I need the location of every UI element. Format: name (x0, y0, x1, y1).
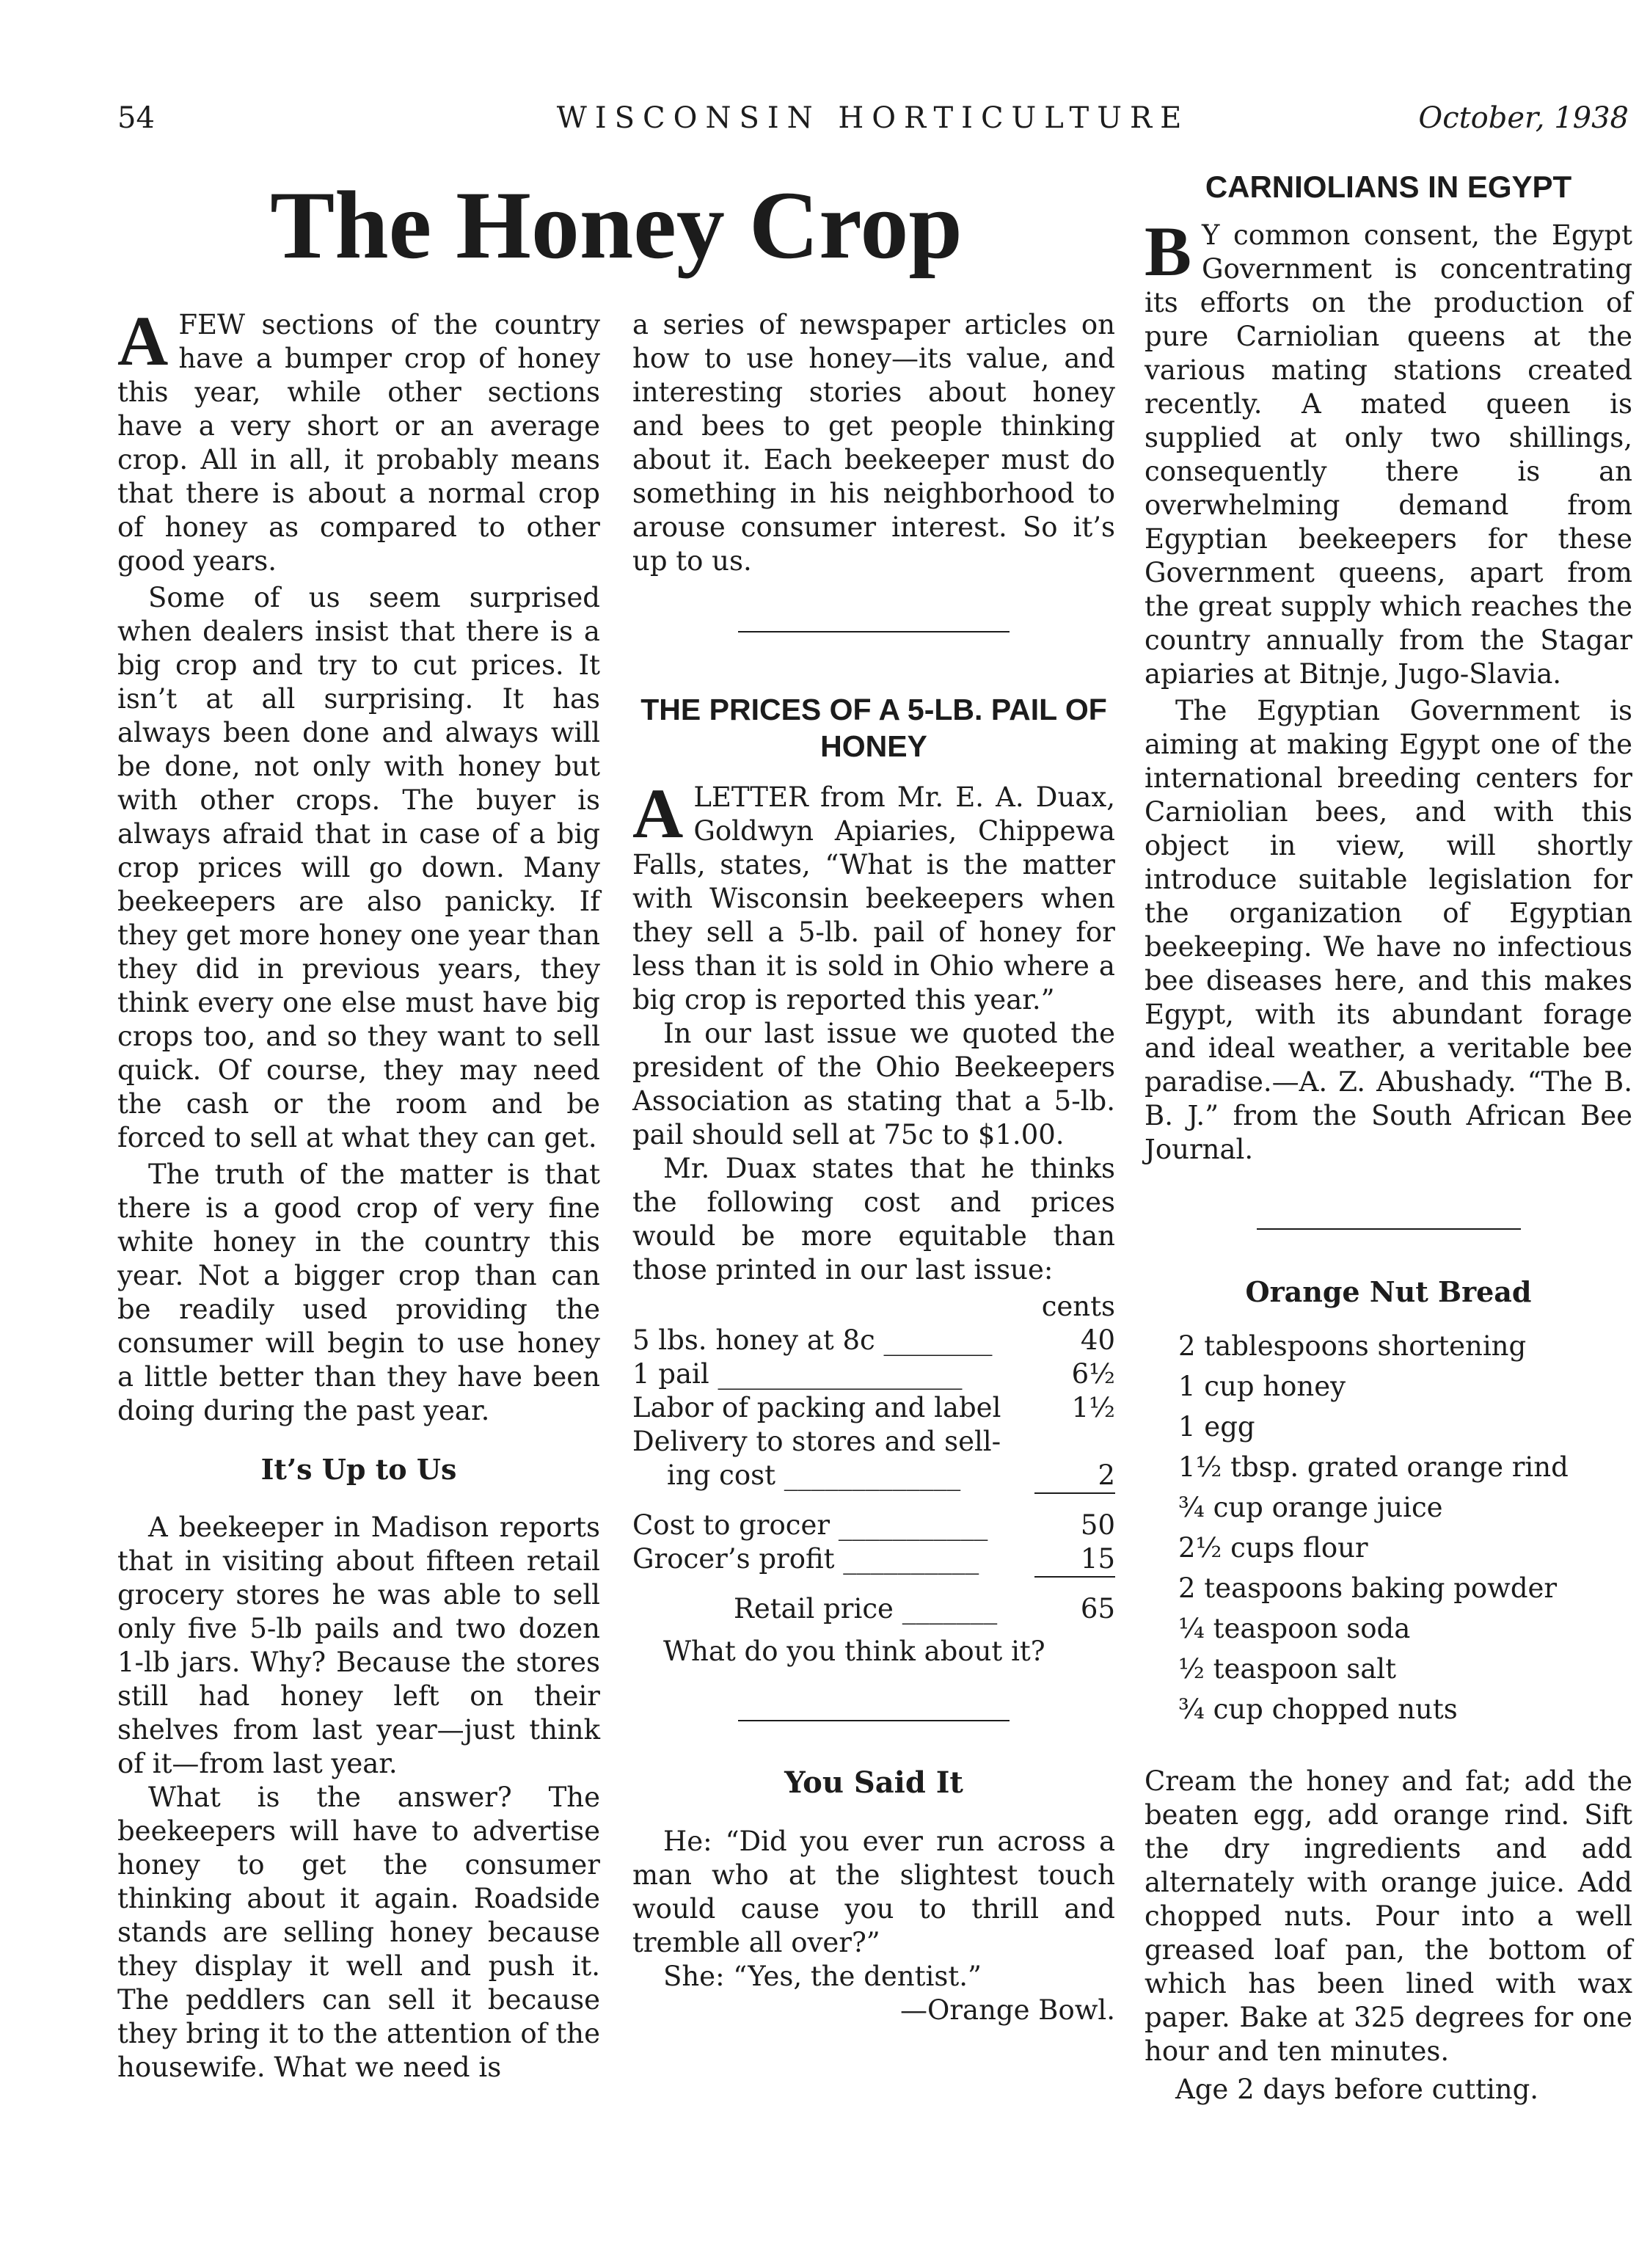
table-row (632, 1459, 1115, 1493)
row-label: ing cost (632, 1459, 776, 1491)
column-1 (117, 302, 600, 2085)
table-row (632, 1324, 1115, 1357)
ingredient-item: 2 teaspoons baking powder (1178, 1572, 1558, 1604)
row-label: Grocer’s profit (632, 1543, 835, 1575)
subheading: It’s Up to Us (260, 1453, 457, 1486)
row-amount: 6½ (1071, 1358, 1115, 1390)
retail-label: Retail price (734, 1593, 894, 1625)
dot-leader: _____________ (784, 1459, 961, 1491)
section-heading: You Said It (784, 1765, 963, 1800)
row-amount: 15 (1080, 1543, 1115, 1575)
row-label: Cost to grocer (632, 1509, 831, 1541)
row-label: Labor of packing and label (632, 1392, 1001, 1423)
running-header (117, 101, 1629, 145)
ingredient-item: 2½ cups flour (1178, 1532, 1368, 1564)
column-3 (1145, 169, 1632, 2107)
row-label: 1 pail (632, 1358, 709, 1390)
ingredient-item: 1½ tbsp. grated orange rind (1178, 1451, 1569, 1483)
ingredient-item: 1 egg (1178, 1411, 1255, 1443)
row-amount: 40 (1080, 1324, 1115, 1356)
dot-leader: __________ (843, 1543, 979, 1575)
divider (738, 1720, 1010, 1721)
drop-cap: B (1145, 212, 1192, 291)
ingredient-item: 1 cup honey (1178, 1371, 1346, 1402)
table-row (632, 1391, 1115, 1425)
row-amount (1034, 1425, 1115, 1459)
drop-cap: A (117, 302, 169, 380)
dot-leader: ________ (883, 1324, 993, 1356)
drop-cap: A (632, 774, 684, 853)
unit-label: cents (1041, 1291, 1115, 1322)
row-label: Delivery to stores and sell- (632, 1426, 1001, 1457)
joke-source: —Orange Bowl. (900, 1994, 1115, 2026)
column-2 (632, 308, 1115, 2027)
row-label: 5 lbs. honey at 8c (632, 1324, 875, 1356)
table-row (632, 1357, 1115, 1391)
joke-question: He: “Did you ever run across a man who at the slightest touch would cause you to thrill and tremble all over?” (632, 1826, 1115, 1958)
table-row: Retail price _______ 65 (734, 1593, 1115, 1625)
price-table (632, 1290, 1115, 1626)
article-paragraph: a series of newspaper articles on how to use honey—its value, and interesting stories about honey and bees to get people thinking about it. Each beekeeper must do something in his neighborhood to arouse consumer interest. So it’s up to us. (632, 309, 1115, 577)
ingredient-item: ¼ teaspoon soda (1178, 1613, 1411, 1644)
dot-leader: __________________ (718, 1358, 963, 1390)
publication-title: WISCONSIN HORTICULTURE (556, 101, 1190, 135)
joke-answer: She: “Yes, the dentist.” (663, 1961, 982, 1992)
recipe-note: Age 2 days before cutting. (1175, 2074, 1539, 2105)
article-paragraph: Some of us seem surprised when dealers insist that there is a big crop and try to cut prices. It isn’t at all surprising. It has always been done and always will be done, not only with honey but with other crops. The buyer is always afraid that in case of a big crop prices will go down. Many beekeepers are also panicky. If they get more honey one year than they did in previous years, they think every one else must have big crops too, and so they want to sell quick. Of course, they may need the cash or the room and be forced to sell at what they can get. (117, 582, 600, 1153)
row-amount: 50 (1080, 1509, 1115, 1541)
ingredient-item: ¾ cup chopped nuts (1178, 1693, 1458, 1725)
ingredient-item: ¾ cup orange juice (1178, 1492, 1443, 1523)
article-paragraph: The truth of the matter is that there is a good crop of very fine white honey in the country this year. Not a bigger crop than can be readily used providing the consumer will begin to use honey a little better than they have been doing during the past year. (117, 1159, 600, 1426)
section-heading: THE PRICES OF A 5-LB. PAIL OF HONEY (640, 693, 1107, 763)
article-paragraph: In our last issue we quoted the president of the Ohio Beekeepers Association as stating that a 5-lb. pail should sell at 75c to $1.00. (632, 1018, 1115, 1151)
ingredient-item: 2 tablespoons shortening (1178, 1330, 1527, 1362)
row-amount: 2 (1098, 1459, 1115, 1491)
dot-leader: ___________ (838, 1509, 988, 1541)
page-number: 54 (117, 101, 155, 135)
article-title: The Honey Crop (270, 171, 963, 279)
closing-question: What do you think about it? (663, 1636, 1045, 1667)
section-heading: CARNIOLIANS IN EGYPT (1205, 169, 1572, 204)
recipe-method: Cream the honey and fat; add the beaten egg, add orange rind. Sift the dry ingredients and add alternately with orange juice. Add chopped nuts. Pour into a well greased loaf pan, the bottom of which has been lined with wax paper. Bake at 325 degrees for one hour and ten minutes. (1145, 1765, 1632, 2067)
article-paragraph: The Egyptian Government is aiming at making Egypt one of the international breeding centers for Carniolian bees, and with this object in view, will shortly introduce suitable legislation for the organization of Egyptian beekeeping. We have no infectious bee diseases here, and this makes Egypt, with its abundant forage and ideal weather, a veritable bee paradise.—A. Z. Abushady. “The B. B. J.” from the South African Bee Journal. (1145, 695, 1632, 1165)
recipe-title: Orange Nut Bread (1245, 1275, 1532, 1308)
table-row (632, 1509, 1115, 1542)
retail-amount: 65 (1080, 1593, 1115, 1625)
divider (1257, 1228, 1521, 1230)
row-amount: 1½ (1071, 1392, 1115, 1423)
article-paragraph: A beekeeper in Madison reports that in visiting about fifteen retail grocery stores he was able to sell only five 5-lb pails and two dozen 1-lb jars. Why? Because the stores still had honey left on their shelves from last year—just think of it—from last year. (117, 1512, 600, 1779)
article-paragraph: Mr. Duax states that he thinks the following cost and prices would be more equitable than those printed in our last issue: (632, 1153, 1115, 1286)
article-paragraph: ALETTER from Mr. E. A. Duax, Goldwyn Apiaries, Chippewa Falls, states, “What is the matter with Wisconsin beekeepers when they sell a 5-lb. pail of honey for less than it is sold in Ohio where a big crop is reported this year.” (632, 774, 1115, 1016)
divider (738, 631, 1010, 632)
article-paragraph: What is the answer? The beekeepers will have to advertise honey to get the consumer thinking about it again. Roadside stands are selling honey because they display it well and push it. The peddlers can sell it because they bring it to the attention of the housewife. What we need is (117, 1782, 600, 2083)
table-row (632, 1542, 1115, 1577)
issue-date: October, 1938 (1418, 101, 1629, 135)
table-row (632, 1425, 1115, 1459)
ingredient-list (1145, 1326, 1632, 1729)
article-paragraph: B Y common consent, the Egypt Government is concentrating its efforts on the production of pure Carniolian queens at the various mating stations created recently. A mated queen is supplied at only two shillings, consequently there is an overwhelming demand from Egyptian beekeepers for these Government queens, apart from the great supply which reaches the country annually from the Stagar apiaries at Bitnje, Jugo-Slavia. (1145, 212, 1632, 690)
ingredient-item: ½ teaspoon salt (1178, 1653, 1397, 1685)
article-paragraph: AFEW sections of the country have a bumper crop of honey this year, while other sections have a very short or an average crop. All in all, it probably means that there is about a normal crop of honey as compared to other good years. (117, 302, 600, 577)
